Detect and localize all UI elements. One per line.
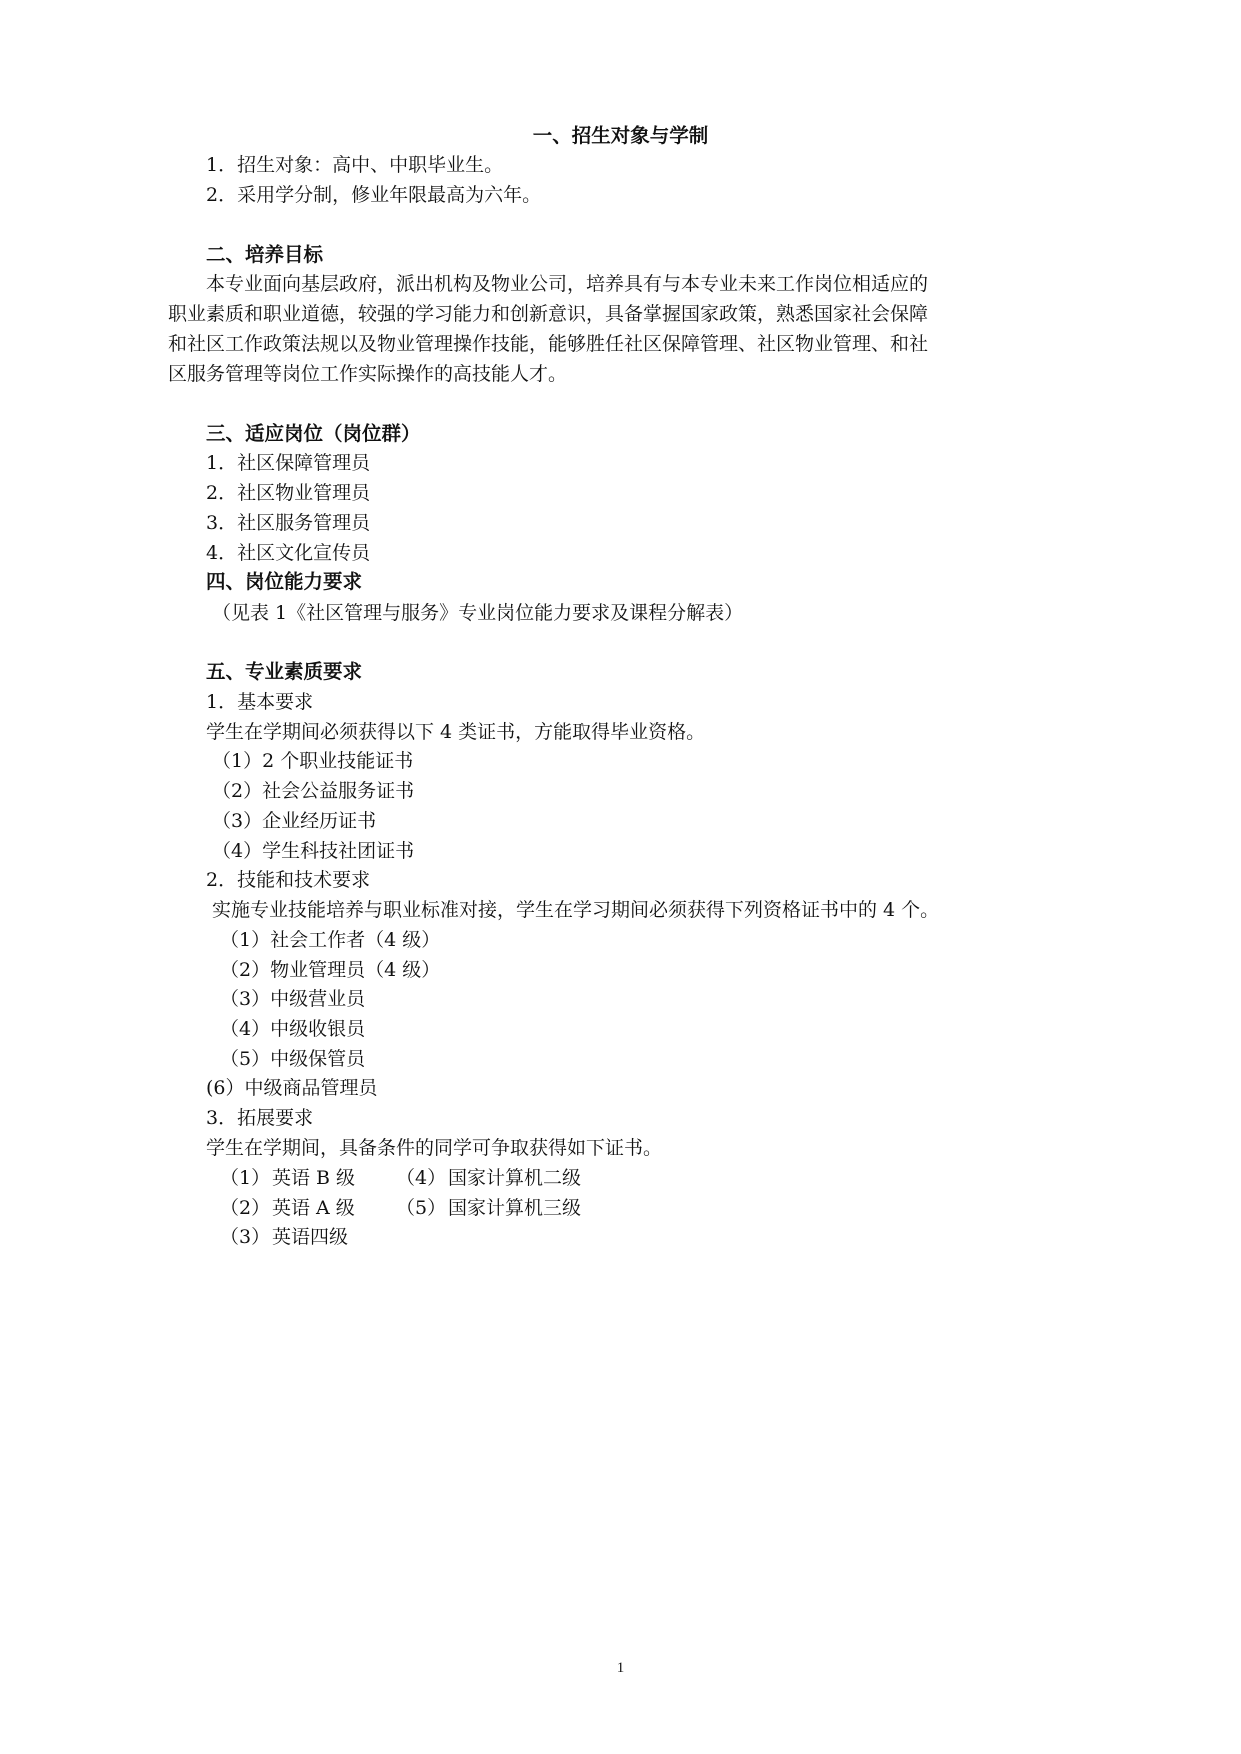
list-item: （2）物业管理员（4 级） (220, 959, 441, 981)
list-item: （1）社会工作者（4 级） (220, 929, 441, 951)
list-item: （3）企业经历证书 (212, 810, 377, 832)
list-item-number: （3） (220, 1226, 271, 1248)
list-item: （5）中级保管员 (220, 1048, 366, 1070)
subsection-title: 2．技能和技术要求 (206, 869, 371, 891)
list-item-number: （2） (220, 1197, 271, 1219)
list-item-number: （4） (396, 1167, 447, 1189)
list-item-label: 英语 B 级 (272, 1167, 356, 1189)
list-item: （1）2 个职业技能证书 (212, 750, 414, 772)
page-number: 1 (616, 1660, 625, 1676)
list-item: 2．采用学分制，修业年限最高为六年。 (206, 184, 542, 206)
section-title-quality: 五、专业素质要求 (206, 660, 363, 683)
list-item: （3）中级营业员 (220, 988, 366, 1010)
list-item: （4）中级收银员 (220, 1018, 366, 1040)
section-title-positions: 三、适应岗位（岗位群） (206, 422, 421, 445)
paragraph-line: 和社区工作政策法规以及物业管理操作技能，能够胜任社区保障管理、社区物业管理、和社 (168, 333, 929, 355)
paragraph-line: 职业素质和职业道德，较强的学习能力和创新意识，具备掌握国家政策，熟悉国家社会保障 (168, 303, 929, 325)
subsection-intro: 实施专业技能培养与职业标准对接，学生在学习期间必须获得下列资格证书中的 4 个。 (212, 899, 940, 921)
list-item: 2．社区物业管理员 (206, 482, 371, 504)
subsection-intro: 学生在学期间必须获得以下 4 类证书，方能取得毕业资格。 (206, 721, 706, 743)
list-item: (6）中级商品管理员 (206, 1077, 378, 1099)
section-title-enrollment: 一、招生对象与学制 (532, 124, 709, 147)
paragraph-line: 本专业面向基层政府，派出机构及物业公司，培养具有与本专业未来工作岗位相适应的 (206, 273, 929, 295)
section-title-objectives: 二、培养目标 (206, 243, 324, 266)
subsection-title: 3．拓展要求 (206, 1107, 314, 1129)
list-item-label: 英语四级 (272, 1226, 349, 1248)
list-item: 1．社区保障管理员 (206, 452, 371, 474)
subsection-intro: 学生在学期间，具备条件的同学可争取获得如下证书。 (206, 1137, 663, 1159)
subsection-title: 1．基本要求 (206, 691, 314, 713)
list-item-number: （5） (396, 1197, 447, 1219)
list-item-label: 国家计算机三级 (448, 1197, 582, 1219)
table-reference-note: （见表 1《社区管理与服务》专业岗位能力要求及课程分解表） (212, 602, 744, 624)
paragraph-line: 区服务管理等岗位工作实际操作的高技能人才。 (168, 363, 568, 385)
list-item: 3．社区服务管理员 (206, 512, 371, 534)
list-item: 1．招生对象：高中、中职毕业生。 (206, 154, 504, 176)
list-item-number: （1） (220, 1167, 271, 1189)
section-title-abilities: 四、岗位能力要求 (206, 570, 363, 593)
list-item-label: 国家计算机二级 (448, 1167, 582, 1189)
list-item-label: 英语 A 级 (272, 1197, 355, 1219)
list-item: 4．社区文化宣传员 (206, 542, 371, 564)
list-item: （4）学生科技社团证书 (212, 840, 415, 862)
list-item: （2）社会公益服务证书 (212, 780, 415, 802)
